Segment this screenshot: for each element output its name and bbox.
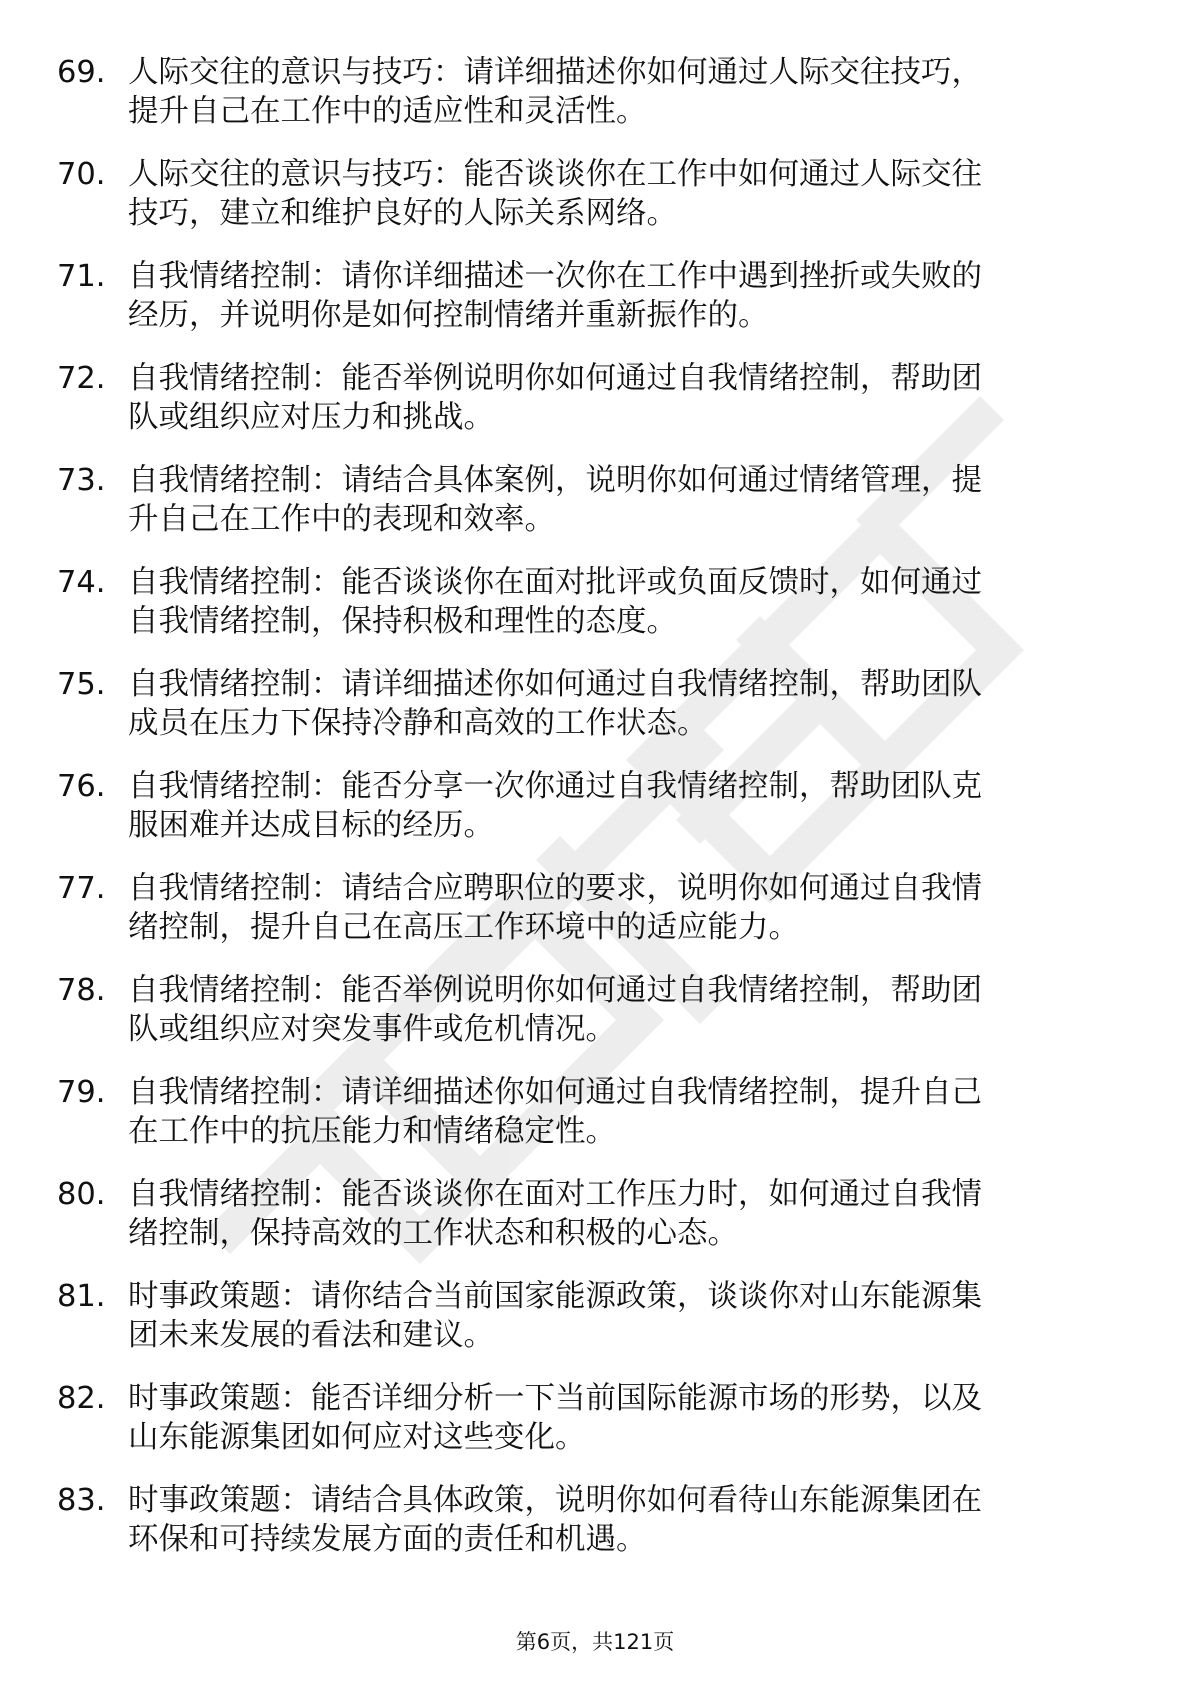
item-text	[128, 155, 1128, 233]
item-text-line: 人际交往的意识与技巧：能否谈谈你在工作中如何通过人际交往	[128, 157, 982, 192]
item-number: 69.	[57, 55, 106, 90]
item-number: 78.	[57, 973, 106, 1008]
list-item	[0, 1175, 1190, 1277]
item-number: 75.	[57, 667, 106, 702]
list-item	[0, 971, 1190, 1073]
item-text-line: 自我情绪控制，保持积极和理性的态度。	[128, 604, 677, 639]
item-text	[128, 461, 1128, 539]
item-text-line: 绪控制，保持高效的工作状态和积极的心态。	[128, 1216, 738, 1251]
list-item	[0, 1073, 1190, 1175]
item-text-line: 时事政策题：请结合具体政策，说明你如何看待山东能源集团在	[128, 1483, 982, 1518]
item-text	[128, 767, 1128, 845]
item-text-line: 成员在压力下保持冷静和高效的工作状态。	[128, 706, 708, 741]
item-text	[128, 1379, 1128, 1457]
item-number: 77.	[57, 871, 106, 906]
item-text	[128, 971, 1128, 1049]
item-text-line: 升自己在工作中的表现和效率。	[128, 502, 555, 537]
item-number: 80.	[57, 1177, 106, 1212]
item-number: 74.	[57, 565, 106, 600]
item-number: 70.	[57, 157, 106, 192]
item-number: 73.	[57, 463, 106, 498]
item-text	[128, 665, 1128, 743]
page-footer: 第6页，共121页	[515, 1630, 675, 1654]
item-text-line: 自我情绪控制：请你详细描述一次你在工作中遇到挫折或失败的	[128, 259, 982, 294]
item-text	[128, 1277, 1128, 1355]
item-text-line: 队或组织应对突发事件或危机情况。	[128, 1012, 616, 1047]
item-text-line: 山东能源集团如何应对这些变化。	[128, 1420, 586, 1455]
item-number: 81.	[57, 1279, 106, 1314]
item-text-line: 服困难并达成目标的经历。	[128, 808, 494, 843]
list-item	[0, 563, 1190, 665]
item-text-line: 自我情绪控制：能否谈谈你在面对工作压力时，如何通过自我情	[128, 1177, 982, 1212]
item-text-line: 自我情绪控制：请详细描述你如何通过自我情绪控制，帮助团队	[128, 667, 982, 702]
item-text-line: 自我情绪控制：能否谈谈你在面对批评或负面反馈时，如何通过	[128, 565, 982, 600]
list-item	[0, 461, 1190, 563]
item-text-line: 自我情绪控制：能否举例说明你如何通过自我情绪控制，帮助团	[128, 361, 982, 396]
item-text-line: 自我情绪控制：请结合应聘职位的要求，说明你如何通过自我情	[128, 871, 982, 906]
item-text-line: 团未来发展的看法和建议。	[128, 1318, 494, 1353]
item-number: 83.	[57, 1483, 106, 1518]
question-list	[0, 53, 1190, 1583]
item-text	[128, 563, 1128, 641]
list-item	[0, 53, 1190, 155]
item-text	[128, 257, 1128, 335]
item-number: 82.	[57, 1381, 106, 1416]
item-text	[128, 1175, 1128, 1253]
item-text	[128, 53, 1128, 131]
item-text-line: 自我情绪控制：请结合具体案例，说明你如何通过情绪管理，提	[128, 463, 982, 498]
item-number: 79.	[57, 1075, 106, 1110]
list-item	[0, 767, 1190, 869]
item-text-line: 在工作中的抗压能力和情绪稳定性。	[128, 1114, 616, 1149]
list-item	[0, 359, 1190, 461]
item-text-line: 提升自己在工作中的适应性和灵活性。	[128, 94, 647, 129]
item-text-line: 自我情绪控制：能否举例说明你如何通过自我情绪控制，帮助团	[128, 973, 982, 1008]
item-number: 71.	[57, 259, 106, 294]
item-text-line: 时事政策题：能否详细分析一下当前国际能源市场的形势，以及	[128, 1381, 982, 1416]
item-text-line: 环保和可持续发展方面的责任和机遇。	[128, 1522, 647, 1557]
list-item	[0, 1277, 1190, 1379]
list-item	[0, 1379, 1190, 1481]
item-text	[128, 1481, 1128, 1559]
item-text-line: 绪控制，提升自己在高压工作环境中的适应能力。	[128, 910, 799, 945]
item-number: 72.	[57, 361, 106, 396]
item-text	[128, 1073, 1128, 1151]
list-item	[0, 155, 1190, 257]
item-text-line: 技巧，建立和维护良好的人际关系网络。	[128, 196, 677, 231]
item-text-line: 自我情绪控制：请详细描述你如何通过自我情绪控制，提升自己	[128, 1075, 982, 1110]
item-text-line: 时事政策题：请你结合当前国家能源政策，谈谈你对山东能源集	[128, 1279, 982, 1314]
list-item	[0, 257, 1190, 359]
item-text-line: 队或组织应对压力和挑战。	[128, 400, 494, 435]
list-item	[0, 665, 1190, 767]
list-item	[0, 1481, 1190, 1583]
item-text	[128, 359, 1128, 437]
item-text	[128, 869, 1128, 947]
item-text-line: 经历，并说明你是如何控制情绪并重新振作的。	[128, 298, 769, 333]
item-text-line: 人际交往的意识与技巧：请详细描述你如何通过人际交往技巧，	[128, 55, 982, 90]
list-item	[0, 869, 1190, 971]
item-text-line: 自我情绪控制：能否分享一次你通过自我情绪控制，帮助团队克	[128, 769, 982, 804]
item-number: 76.	[57, 769, 106, 804]
